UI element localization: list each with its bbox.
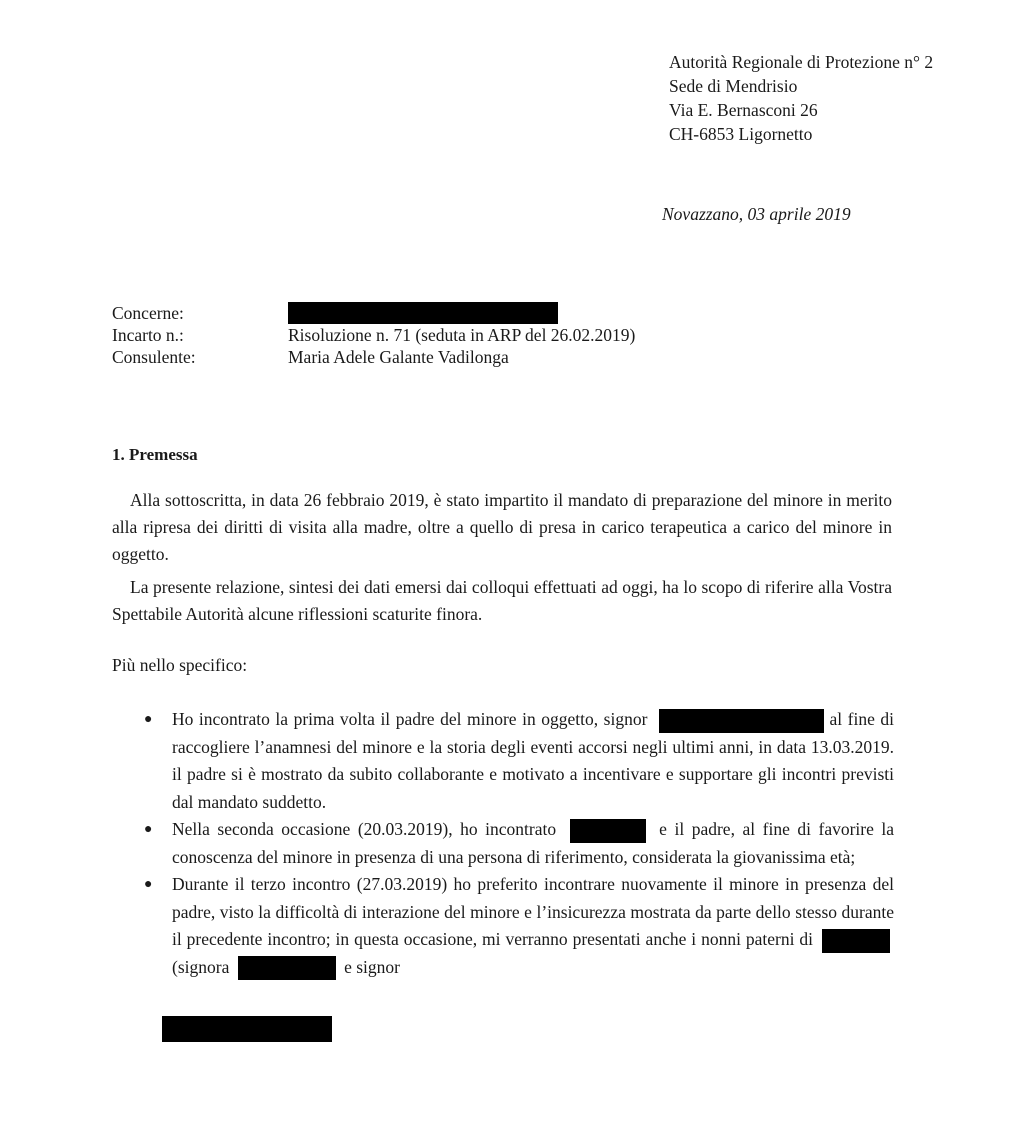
concerne-label: Concerne: — [112, 303, 184, 323]
incarto-label: Incarto n.: — [112, 325, 184, 345]
redaction-bar — [822, 929, 890, 953]
redaction-bar — [238, 956, 336, 980]
bullet-list — [144, 706, 895, 981]
bullet-2-text-b: e il padre, al fine di favorire la conoscenza del minore in presenza di una persona di riferimento, considerata la giovanissima età; — [172, 819, 895, 867]
list-item — [144, 816, 895, 871]
bullet-icon: ● — [144, 712, 153, 727]
lead-text: Più nello specifico: — [112, 655, 248, 675]
concerne-row — [112, 302, 635, 324]
section-title: 1. Premessa — [112, 445, 198, 464]
redaction-bar — [659, 709, 824, 733]
consulente-value: Maria Adele Galante Vadilonga — [288, 347, 509, 367]
bullet-3-text-b: (signora — [172, 956, 230, 977]
address-line-3: Via E. Bernasconi 26 — [669, 100, 818, 120]
redaction-bar — [570, 819, 646, 843]
recipient-address — [669, 50, 933, 146]
paragraph-1: Alla sottoscritta, in data 26 febbraio 2019, è stato impartito il mandato di preparazione del minore in merito alla ripresa dei diritti di visita alla madre, oltre a quello di presa in carico terapeutica a carico del minore in oggetto. — [112, 490, 892, 564]
paragraph-2: La presente relazione, sintesi dei dati emersi dai colloqui effettuati ad oggi, ha lo scopo di riferire alla Vostra Spettabile Autorità alcune riflessioni scaturite finora. — [112, 577, 892, 624]
address-line-1: Autorità Regionale di Protezione n° 2 — [669, 52, 934, 72]
bullet-icon: ● — [144, 877, 153, 892]
bullet-3-text-c: e signor — [344, 956, 401, 977]
redaction-bar — [162, 1016, 332, 1042]
address-line-2: Sede di Mendrisio — [669, 76, 798, 96]
bullet-1-text-a: Ho incontrato la prima volta il padre del minore in oggetto, signor — [172, 709, 648, 729]
list-item — [144, 706, 895, 816]
bullet-3-text-a: Durante il terzo incontro (27.03.2019) ho preferito incontrare nuovamente il minore in presenza del padre, visto la difficoltà di interazione del minore e l’insicurezza mostrata da parte dello stesso durante il precedente incontro; in questa occasione, mi verranno presentati anche i nonni paterni di — [172, 874, 894, 949]
list-item — [144, 871, 894, 981]
reference-block — [112, 302, 635, 368]
place-date: Novazzano, 03 aprile 2019 — [662, 204, 851, 224]
incarto-row — [112, 324, 635, 346]
consulente-row — [112, 346, 635, 368]
address-line-4: CH-6853 Ligornetto — [669, 124, 813, 144]
bullet-1-text-b: al fine di raccogliere l’anamnesi del minore e la storia degli eventi accorsi negli ultimi anni, in data 13.03.2019. il padre si è mostrato da subito collaborante e motivato a incentivare e supportare gli incontri previsti dal mandato suddetto. — [172, 709, 895, 812]
redaction-bar — [288, 302, 558, 324]
consulente-label: Consulente: — [112, 347, 196, 367]
incarto-value: Risoluzione n. 71 (seduta in ARP del 26.02.2019) — [288, 325, 636, 345]
bullet-icon: ● — [144, 822, 153, 837]
bullet-2-text-a: Nella seconda occasione (20.03.2019), ho incontrato — [172, 819, 557, 839]
